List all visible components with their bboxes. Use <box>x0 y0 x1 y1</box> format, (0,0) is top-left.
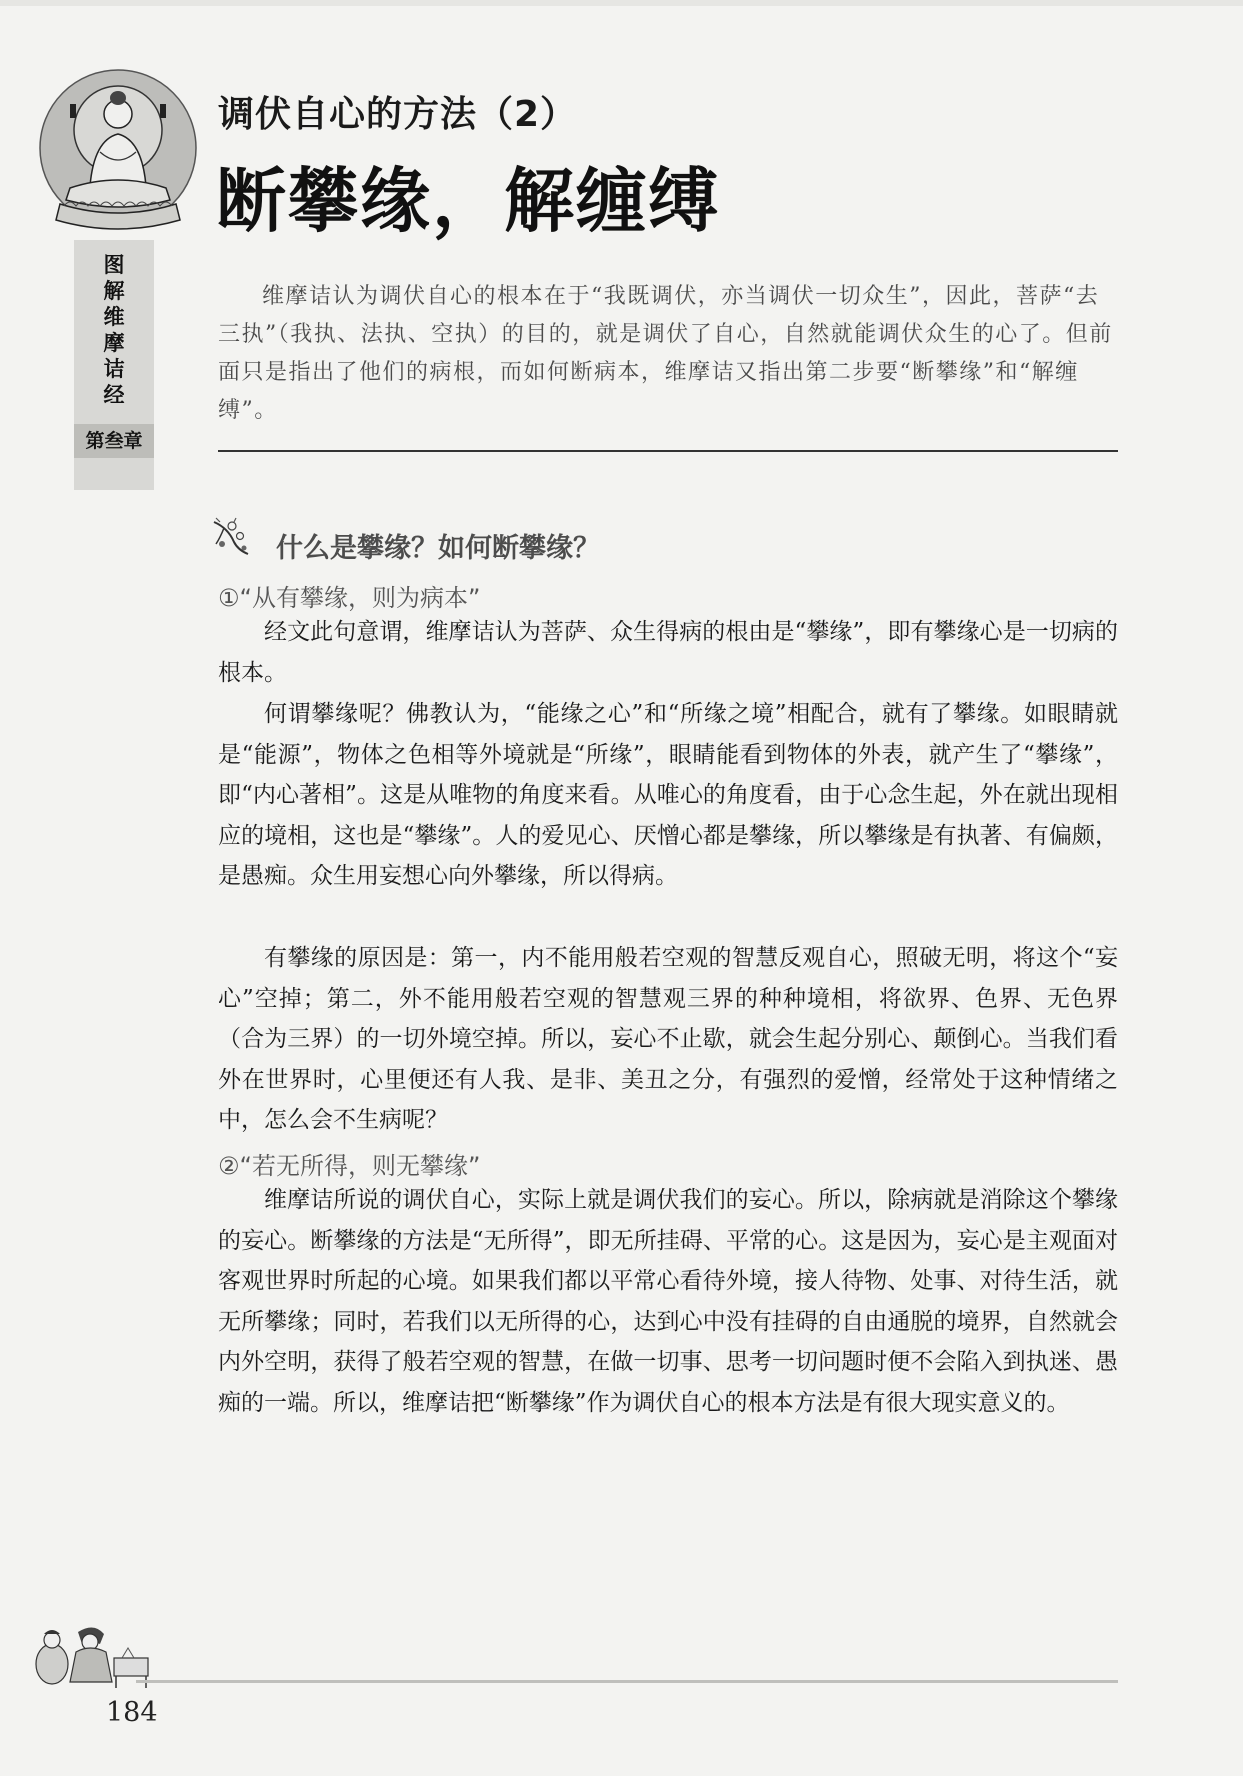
body-paragraph: 何谓攀缘呢？佛教认为，“能缘之心”和“所缘之境”相配合，就有了攀缘。如眼睛就是“能源”，物体之色相等外境就是“所缘”，眼睛能看到物体的外表，就产生了“攀缘”，即“内心著相”。这是从唯物的角度来看。从唯心的角度看，由于心念生起，外在就出现相应的境相，这也是“攀缘”。人的爱见心、厌憎心都是攀缘，所以攀缘是有执著、有偏颇，是愚痴。众生用妄想心向外攀缘，所以得病。 <box>218 701 1118 889</box>
footer-rule <box>136 1680 1118 1683</box>
book-title-char: 图 <box>103 253 125 277</box>
point-heading: ②“若无所得，则无攀缘” <box>218 1152 481 1180</box>
page-number: 184 <box>106 1697 158 1728</box>
section-heading: 什么是攀缘？如何断攀缘？ <box>276 533 600 564</box>
book-title-char: 解 <box>103 279 125 303</box>
body-paragraph: 经文此句意谓，维摩诘认为菩萨、众生得病的根由是“攀缘”，即有攀缘心是一切病的根本。 <box>218 619 1118 686</box>
body-paragraph: 维摩诘所说的调伏自心，实际上就是调伏我们的妄心。所以，除病就是消除这个攀缘的妄心。断攀缘的方法是“无所得”，即无所挂碍、平常的心。这是因为，妄心是主观面对客观世界时所起的心境。如果我们都以平常心看待外境，接人待物、处事、对待生活，就无所攀缘；同时，若我们以无所得的心，达到心中没有挂碍的自由通脱的境界，自然就会内外空明，获得了般若空观的智慧，在做一切事、思考一切问题时便不会陷入到执迷、愚痴的一端。所以，维摩诘把“断攀缘”作为调伏自心的根本方法是有很大现实意义的。 <box>218 1187 1118 1416</box>
book-title-char: 诘 <box>103 357 125 381</box>
body-paragraph: 有攀缘的原因是：第一，内不能用般若空观的智慧反观自心，照破无明，将这个“妄心”空掉；第二，外不能用般若空观的智慧观三界的种种境相，将欲界、色界、无色界（合为三界）的一切外境空掉。所以，妄心不止歇，就会生起分别心、颠倒心。当我们看外在世界时，心里便还有人我、是非、美丑之分，有强烈的爱憎，经常处于这种情绪之中，怎么会不生病呢？ <box>218 945 1118 1133</box>
book-title-char: 经 <box>103 383 125 407</box>
book-title-char: 摩 <box>103 331 125 355</box>
page-edge <box>0 0 1243 6</box>
page-subtitle: 调伏自心的方法（2） <box>218 94 578 135</box>
buddha-illustration-icon <box>30 68 200 248</box>
plum-blossom-icon <box>210 514 254 558</box>
intro-paragraph: 维摩诘认为调伏自心的根本在于“我既调伏，亦当调伏一切众生”，因此，菩萨“去三执”（我执、法执、空执）的目的，就是调伏了自心，自然就能调伏众生的心了。但前面只是指出了他们的病根，而如何断病本，维摩诘又指出第二步要“断攀缘”和“解缠缚”。 <box>218 284 1113 423</box>
book-title-vertical <box>90 252 138 408</box>
page-title: 断攀缘，解缠缚 <box>216 160 720 242</box>
divider <box>218 450 1118 452</box>
point-heading: ①“从有攀缘，则为病本” <box>218 584 481 612</box>
book-title-char: 维 <box>103 305 125 329</box>
chapter-label: 第叁章 <box>74 424 154 458</box>
